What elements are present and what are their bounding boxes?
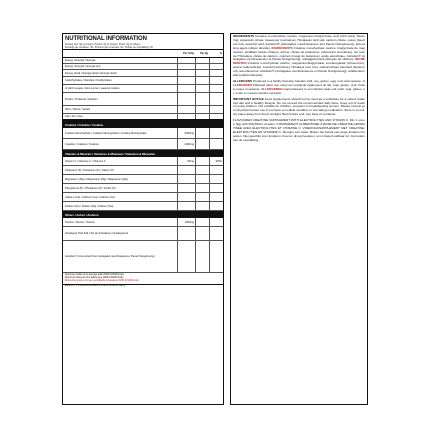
- directions-block: [233, 119, 365, 142]
- cell-c2: [195, 193, 209, 201]
- cell-c2: [195, 139, 209, 149]
- nutrition-column-header: [63, 49, 223, 58]
- cell-c3: [209, 64, 223, 69]
- cell-c1: [177, 166, 195, 174]
- cell-c1: [177, 93, 195, 105]
- creatine-row: [63, 139, 223, 150]
- footnotes: [63, 273, 223, 284]
- cell-name: Energy (kcal) / Énergie (kcal) / Energie (kcal): [65, 71, 117, 75]
- cell-c2: [195, 175, 209, 183]
- notice-block: [233, 98, 365, 118]
- cell-name: Himalayan Pink Salt / Sel de l'Himalaya / Himalayazout: [65, 232, 129, 235]
- energy-row: [63, 77, 223, 85]
- cell-c2: [195, 64, 209, 69]
- allergen-heading-fr: ALLERGÈNES: [233, 78, 365, 87]
- cell-name: Fibre / Fibres / Vezels: [65, 108, 91, 111]
- ingredients-heading-fr: INGRÉDIENTS: [271, 45, 293, 50]
- cell-name: AstraGin® (root extract from Astragalus membranaceus / Panax Notoginseng): [65, 255, 155, 258]
- cell-c3: [209, 70, 223, 76]
- cell-c3: [209, 106, 223, 113]
- vitamin-row: [63, 175, 223, 184]
- cell-c1: [177, 227, 195, 240]
- ingredients-text-fr: Créatine monohydrate, taurine, bisglycinate de magnésium, acidifiant (acide citrique), arôme, citrate de potassium, édulcorant (sucralose), sel rose de l'Himalaya, citrate de calcium, colorant (rouge de betterave), acide ascorbique, AstraGin® (Astragalus membranaceus et Panax Notoginseng), antiagglomérant (dioxyde de silicium).: [233, 45, 365, 62]
- energy-table: [63, 58, 223, 121]
- cell-c2: [195, 106, 209, 113]
- footnote-nl: Referentie-inname van een gemiddelde volwassene (8400 kJ/2000 kcal).: [65, 280, 140, 282]
- cell-c1: [177, 175, 195, 183]
- notice-heading: IMPORTANT NOTICE: [233, 96, 264, 101]
- vitamin-table: [63, 157, 223, 211]
- cell-c2: [195, 218, 209, 226]
- cell-name: Calcium (Ca) / Calcium (Ca) / Calcium (Ca): [65, 195, 115, 199]
- cell-name: Vitamin C / Vitamine C / Vitamine C: [65, 159, 106, 163]
- creatine-row: [63, 128, 223, 139]
- header-percent: %: [219, 52, 222, 55]
- cell-c2: [195, 85, 209, 92]
- cell-name: Protein / Protéines / Eiwitten: [65, 97, 98, 101]
- allergen-heading: ALLERGENS: [233, 78, 253, 83]
- allergens-block: [233, 80, 365, 96]
- cell-name: Carbohydrates / Glucides / Koolhydraten: [65, 79, 112, 82]
- energy-row: [63, 106, 223, 114]
- cell-name: Sodium (Na) / Sodium (Na) / Natrium (Na): [65, 204, 114, 208]
- cell-c1: [177, 241, 195, 272]
- serving-line-2: Servings per container: 30 / Portions par contenant: 30 / Porties per verpakking: 30: [65, 46, 153, 49]
- cell-c1: [177, 114, 195, 119]
- cell-c3: [209, 202, 223, 210]
- other-row: [63, 218, 223, 227]
- ingredients-text-nl: Creatine monohydraat, taurine, magnesiumbisglycinaat, zuurteregelaar (citroenzuur), aroma, kaliumcitraat, zoetstof (sucralose), Himalaya roze zout, calciumcitraat, kleurstof (bietenrood), ascorbinezuur, AstraGin® (Astragalus membranaceus en Panax Notoginseng), antiklontermiddel (siliciumdioxide).: [233, 61, 365, 78]
- energy-row: [63, 70, 223, 77]
- nutrition-panel: [62, 33, 224, 405]
- vitamin-row: [63, 202, 223, 211]
- cell-c1: [177, 58, 195, 63]
- cell-c2: [195, 128, 209, 138]
- serving-line-1: Serving size: 9g (1 scoop) / Portion: 9g (1 scoop) / Portie: 9g (1 schep): [65, 43, 140, 46]
- cell-name: Energy / Énergie / Energie: [65, 59, 96, 62]
- allergen-heading-nl: ALLERGENEN: [261, 86, 283, 91]
- cell-name: Creatine / Créatine / Creatine: [65, 142, 99, 146]
- cell-c3: [209, 139, 223, 149]
- cell-c1: [177, 184, 195, 192]
- allergen-text-fr: Fabriqué dans une usine qui manipule également du lait, soja, gluten, œuf, fruits à coque et sésame.: [233, 82, 365, 91]
- other-row: [63, 241, 223, 273]
- cell-c1: 5000mg: [177, 128, 195, 138]
- others-table: [63, 218, 223, 273]
- cell-c1: [177, 106, 195, 113]
- cell-c2: [195, 202, 209, 210]
- cell-c2: [195, 166, 209, 174]
- nutrition-title: NUTRITIONAL INFORMATION: [65, 36, 147, 42]
- notice-text: Food supplements should not be used as a substitute for a varied, balanced diet and a healthy lifestyle. Do not exceed the recommended daily dose. Keep out of reach of young children. Not suitable for children, pregnant or breastfeeding women. Please consult your physician before use if you have a medical condition or are taking medication. Store in a cool, dry place away from direct sunlight. Best before end: see base of container.: [233, 96, 365, 117]
- vitamin-row: [63, 166, 223, 175]
- cell-c2: [195, 93, 209, 105]
- vitamin-row: [63, 193, 223, 202]
- ingredients-en: [233, 35, 365, 78]
- cell-c1: [177, 77, 195, 84]
- section-creatine: Creatine / Créatine / Creatine: [63, 121, 223, 128]
- cell-c3: 100%: [209, 157, 223, 165]
- cell-c2: [195, 241, 209, 272]
- cell-c3: [209, 193, 223, 201]
- cell-name: Salt / Sel / Zout: [65, 115, 83, 118]
- cell-c3: [209, 218, 223, 226]
- energy-row: [63, 93, 223, 106]
- cell-c3: [209, 166, 223, 174]
- cell-c3: [209, 175, 223, 183]
- cell-name: Creatine Monohydrate / Créatine Monohydrate / Creatine Monohydraat: [65, 131, 147, 135]
- cell-c1: [177, 70, 195, 76]
- allergen-text-nl: Geproduceerd in een fabriek waar ook melk, soja, gluten, ei, noten en sesam worden verwerkt.: [233, 86, 365, 95]
- cell-c3: [209, 93, 223, 105]
- ingredients-heading-nl: INGREDIËNTEN: [233, 57, 365, 66]
- trademark-note: AstraGin® is a registered trademark of NuLiv Science USA Inc.: [63, 284, 223, 288]
- cell-name: Phosphorus (P) / Phosphore (P) / Fosfor (P): [65, 186, 116, 190]
- ingredients-panel: [230, 33, 368, 405]
- section-vitamins: Vitamins & Minerals / Vitamines & Minéraux / Vitaminen & Mineralen: [63, 150, 223, 157]
- cell-c3: [209, 114, 223, 119]
- cell-c3: [209, 184, 223, 192]
- cell-c3: [209, 77, 223, 84]
- ingredients-text-en: Creatine monohydrate, taurine, magnesium bisglycinate, acid (citric acid), flavouring, potassium citrate, sweetener (sucralose), Himalayan pink salt, calcium citrate, colour (beetroot red), ascorbic acid, AstraGin® (Astragalus membranaceus and Panax Notoginseng), anti-caking agent (silicon dioxide).: [233, 34, 365, 50]
- cell-c1: [177, 85, 195, 92]
- section-others: Others / Autres / Anderen: [63, 211, 223, 218]
- cell-c2: [195, 58, 209, 63]
- vitamin-row: [63, 157, 223, 166]
- cell-c1: [177, 202, 195, 210]
- cell-c3: [209, 128, 223, 138]
- cell-name: of which sugars / dont sucres / waarvan suikers: [65, 87, 120, 90]
- other-row: [63, 227, 223, 241]
- cell-c2: [195, 70, 209, 76]
- creatine-table: [63, 128, 223, 150]
- cell-name: Taurine / Taurine / Taurine: [65, 220, 95, 224]
- directions-text: FLAVOURED CREATINE SUPPLEMENT WITH ELECTROLYTES AND VITAMIN C. Mix 1 scoop (9g) with 250-300ml of water. COMPLÉMENT ALIMENTAIRE À BASE DE CRÉATINE AROMATISÉE AVEC ÉLECTROLYTES ET VITAMINE C. VOEDINGSSUPPLEMENT MET CREATINE, ELEKTROLYTEN EN VITAMINE C. Mengen met water. Buiten het bereik van jonge kinderen bewaren. Niet geschikt voor kinderen. Koel en droog bewaren, ten minste houdbaar tot: zie bodem van de verpakking.: [233, 118, 365, 142]
- cell-c3: [209, 227, 223, 240]
- cell-c2: [195, 157, 209, 165]
- energy-row: [63, 114, 223, 121]
- footnote-en: Reference Intake of an average adult (8400 kJ/2000 kcal).: [65, 274, 125, 276]
- energy-row: [63, 85, 223, 93]
- vitamin-row: [63, 184, 223, 193]
- cell-name: Energy / Énergie / Energie (kJ): [65, 65, 101, 68]
- cell-c2: [195, 227, 209, 240]
- cell-c1: [177, 193, 195, 201]
- allergen-text: Produced in a facility that also handles milk, soy, gluten, egg, nuts and sesame.: [252, 78, 362, 83]
- footnote-fr: Apport de référence d'un adulte-type (8400 kJ/2000 kcal).: [65, 277, 124, 279]
- cell-c3: [209, 58, 223, 63]
- cell-name: Magnesium (Mg) / Magnésium (Mg) / Magnesium (Mg): [65, 177, 128, 181]
- cell-c2: [195, 114, 209, 119]
- cell-name: Potassium (K) / Potassium (K) / Kalium (K): [65, 168, 115, 172]
- cell-c3: [209, 85, 223, 92]
- cell-c2: [195, 184, 209, 192]
- cell-c1: [177, 64, 195, 69]
- header-per-100g: Per 100g: [183, 52, 194, 55]
- cell-c1: 1000mg: [177, 218, 195, 226]
- header-per-serving: Per 9g: [200, 52, 208, 55]
- cell-c1: 4400mg: [177, 139, 195, 149]
- cell-c3: [209, 241, 223, 272]
- cell-c2: [195, 77, 209, 84]
- cell-c1: 80mg: [177, 157, 195, 165]
- ingredients-heading: INGREDIENTS: [233, 34, 255, 38]
